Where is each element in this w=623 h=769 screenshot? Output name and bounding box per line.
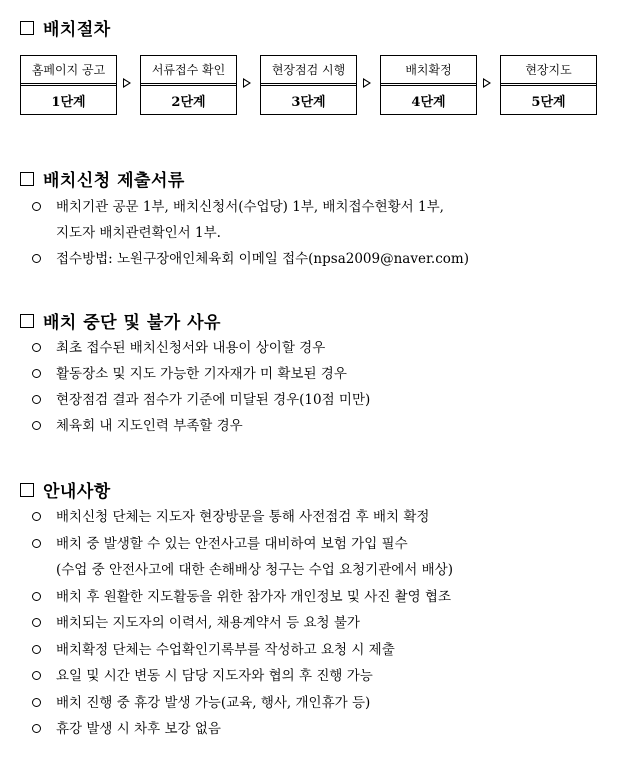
item-text: 배치되는 지도자의 이력서, 채용계약서 등 요청 불가 <box>56 615 360 631</box>
section-title-suspension <box>20 308 221 333</box>
arrow-right-icon <box>243 78 251 88</box>
step-number: 4단계 <box>411 94 446 110</box>
item-text: 배치확정 단체는 수업확인기록부를 작성하고 요청 시 제출 <box>56 641 395 658</box>
item-text: 배치 중 발생할 수 있는 안전사고를 대비하여 보험 가입 필수 <box>56 535 408 552</box>
list-item <box>32 335 370 361</box>
circle-bullet-icon <box>32 512 41 521</box>
section-title-notice <box>20 477 111 502</box>
item-text: 현장점검 결과 점수가 기준에 미달된 경우(10점 미만) <box>56 392 371 408</box>
section-title-text: 배치신청 제출서류 <box>43 171 185 191</box>
step-4 <box>380 55 477 115</box>
procedure-steps <box>20 55 610 117</box>
checkbox-icon <box>20 172 34 186</box>
list-item <box>32 690 453 717</box>
circle-bullet-icon <box>32 421 41 430</box>
arrow-right-icon <box>363 78 371 88</box>
checkbox-icon <box>20 314 34 328</box>
item-text: 배치 진행 중 휴강 발생 가능(교육, 행사, 개인휴가 등) <box>56 694 371 711</box>
list-item <box>32 610 453 637</box>
step-3 <box>260 55 357 115</box>
list-item <box>32 663 453 690</box>
step-name: 현장점검 시행 <box>261 56 356 86</box>
circle-bullet-icon <box>32 202 41 211</box>
circle-bullet-icon <box>32 369 41 378</box>
circle-bullet-icon <box>32 343 41 352</box>
circle-bullet-icon <box>32 671 41 680</box>
section-title-documents <box>20 166 185 191</box>
item-text: 요일 및 시간 변동 시 담당 지도자와 협의 후 진행 가능 <box>56 668 373 684</box>
circle-bullet-icon <box>32 539 41 548</box>
section-title-text: 안내사항 <box>43 482 111 502</box>
list-item <box>32 531 453 584</box>
step-number: 5단계 <box>531 94 566 110</box>
step-5 <box>500 55 597 115</box>
list-item <box>32 584 453 611</box>
suspension-list <box>32 335 370 439</box>
list-item <box>32 637 453 664</box>
list-item <box>32 194 469 246</box>
step-number: 2단계 <box>171 94 206 110</box>
list-item <box>32 413 370 439</box>
item-text-continued: (수업 중 안전사고에 대한 손해배상 청구는 수업 요청기관에서 배상) <box>56 562 453 578</box>
step-2 <box>140 55 237 115</box>
item-text: 체육회 내 지도인력 부족할 경우 <box>56 418 243 434</box>
circle-bullet-icon <box>32 724 41 733</box>
checkbox-icon <box>20 21 34 35</box>
section-title-text: 배치절차 <box>43 20 111 40</box>
checkbox-icon <box>20 483 34 497</box>
circle-bullet-icon <box>32 645 41 654</box>
item-text: 접수방법: 노원구장애인체육회 이메일 접수(npsa2009@naver.com) <box>56 251 469 267</box>
item-text: 배치 후 원활한 지도활동을 위한 참가자 개인정보 및 사진 촬영 협조 <box>56 588 452 605</box>
item-text: 배치기관 공문 1부, 배치신청서(수업당) 1부, 배치접수현황서 1부, <box>56 199 444 215</box>
circle-bullet-icon <box>32 618 41 627</box>
list-item <box>32 246 469 272</box>
step-number: 1단계 <box>51 94 86 110</box>
arrow-right-icon <box>483 78 491 88</box>
list-item <box>32 361 370 387</box>
item-text: 휴강 발생 시 차후 보강 없음 <box>56 721 221 737</box>
step-name: 홈페이지 공고 <box>21 56 116 86</box>
circle-bullet-icon <box>32 698 41 707</box>
section-title-procedure <box>20 15 111 40</box>
circle-bullet-icon <box>32 254 41 263</box>
step-1 <box>20 55 117 115</box>
step-name: 배치확정 <box>381 56 476 86</box>
section-title-text: 배치 중단 및 불가 사유 <box>43 313 221 333</box>
circle-bullet-icon <box>32 592 41 601</box>
step-name: 현장지도 <box>501 56 596 86</box>
documents-list <box>32 194 469 272</box>
item-text: 활동장소 및 지도 가능한 기자재가 미 확보된 경우 <box>56 366 347 382</box>
item-text-continued: 지도자 배치관련확인서 1부. <box>56 225 221 241</box>
list-item <box>32 504 453 531</box>
item-text: 최초 접수된 배치신청서와 내용이 상이할 경우 <box>56 340 326 356</box>
list-item <box>32 716 453 743</box>
step-number: 3단계 <box>291 94 326 110</box>
step-name: 서류접수 확인 <box>141 56 236 86</box>
circle-bullet-icon <box>32 395 41 404</box>
item-text: 배치신청 단체는 지도자 현장방문을 통해 사전점검 후 배치 확정 <box>56 509 430 525</box>
arrow-right-icon <box>123 78 131 88</box>
list-item <box>32 387 370 413</box>
notice-list <box>32 504 453 743</box>
